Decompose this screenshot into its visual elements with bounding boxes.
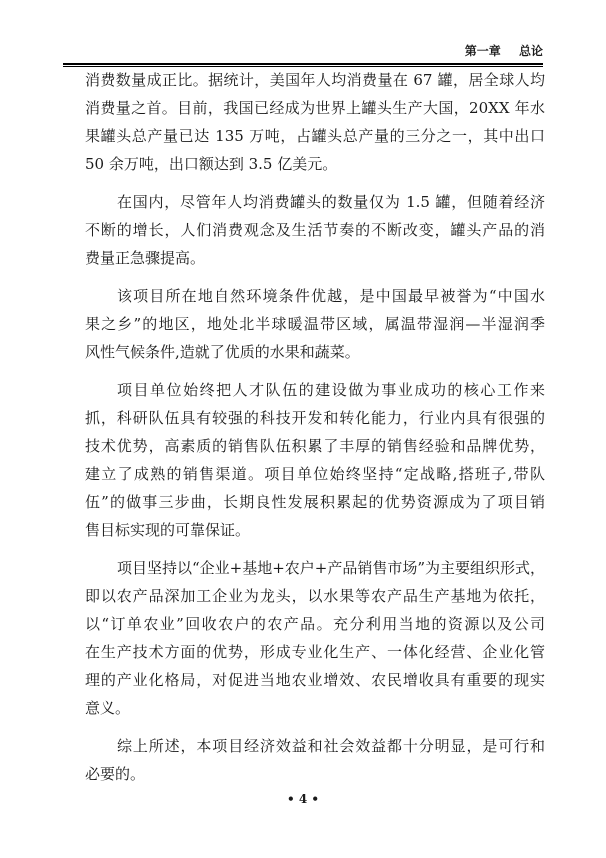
text-line: 售目标实现的可靠保证。: [85, 521, 251, 539]
paragraph-gap: [85, 178, 545, 188]
header-chapter: 第一章: [464, 44, 501, 58]
text-line: 果罐头总产量已达 135 万吨，占罐头总产量的三分之一，其中出口: [85, 127, 545, 145]
paragraph-gap: [85, 722, 545, 732]
text-line: 综上所述，本项目经济效益和社会效益都十分明显，是可行和: [117, 737, 545, 755]
text-line: 果之乡”的地区，地处北半球暖温带区域，属温带湿润—半湿润季: [85, 315, 545, 333]
document-body: [85, 66, 545, 788]
text-line: 项目坚持以“企业+基地+农户+产品销售市场”为主要组织形式，: [117, 559, 545, 577]
text-line: 技术优势，高素质的销售队伍积累了丰厚的销售经验和品牌优势，: [85, 437, 545, 455]
header-title: 总论: [518, 44, 543, 58]
text-line: 以“订单农业”回收农户的农产品。充分利用当地的资源以及公司: [85, 615, 545, 633]
text-line: 即以农产品深加工企业为龙头，以水果等农产品生产基地为依托，: [85, 587, 545, 605]
text-line: 意义。: [85, 699, 131, 717]
text-line: 在国内，尽管年人均消费罐头的数量仅为 1.5 罐，但随着经济: [117, 193, 545, 211]
paragraph: [85, 554, 545, 722]
text-line: 消费量之首。目前，我国已经成为世界上罐头生产大国，20XX 年水: [85, 99, 545, 117]
running-header: [63, 42, 543, 62]
text-line: 消费数量成正比。据统计，美国年人均消费量在 67 罐，居全球人均: [85, 71, 545, 89]
text-line: 建立了成熟的销售渠道。项目单位始终坚持“定战略,搭班子,带队: [85, 465, 545, 483]
text-line: 必要的。: [85, 765, 146, 783]
header-rule-thick: [63, 63, 543, 65]
paragraph: [85, 188, 545, 272]
paragraph: [85, 66, 545, 178]
text-line: 理的产业化格局，对促进当地农业增效、农民增收具有重要的现实: [85, 671, 545, 689]
text-line: 50 余万吨，出口额达到 3.5 亿美元。: [85, 155, 338, 173]
paragraph-gap: [85, 272, 545, 282]
text-line: 项目单位始终把人才队伍的建设做为事业成功的核心工作来: [117, 381, 545, 399]
text-line: 在生产技术方面的优势，形成专业化生产、一体化经营、企业化管: [85, 643, 545, 661]
paragraph: [85, 732, 545, 788]
paragraph-gap: [85, 366, 545, 376]
text-line: 该项目所在地自然环境条件优越，是中国最早被誉为“中国水: [117, 287, 545, 305]
paragraph: [85, 282, 545, 366]
paragraph: [85, 376, 545, 544]
text-line: 不断的增长，人们消费观念及生活节奏的不断改变，罐头产品的消: [85, 221, 545, 239]
text-line: 抓，科研队伍具有较强的科技开发和转化能力，行业内具有很强的: [85, 409, 545, 427]
text-line: 伍”的做事三步曲，长期良性发展积累起的优势资源成为了项目销: [85, 493, 545, 511]
text-line: 风性气候条件,造就了优质的水果和蔬菜。: [85, 343, 360, 361]
paragraph-gap: [85, 544, 545, 554]
text-line: 费量正急骤提高。: [85, 249, 206, 267]
page-number: • 4 •: [286, 792, 320, 806]
